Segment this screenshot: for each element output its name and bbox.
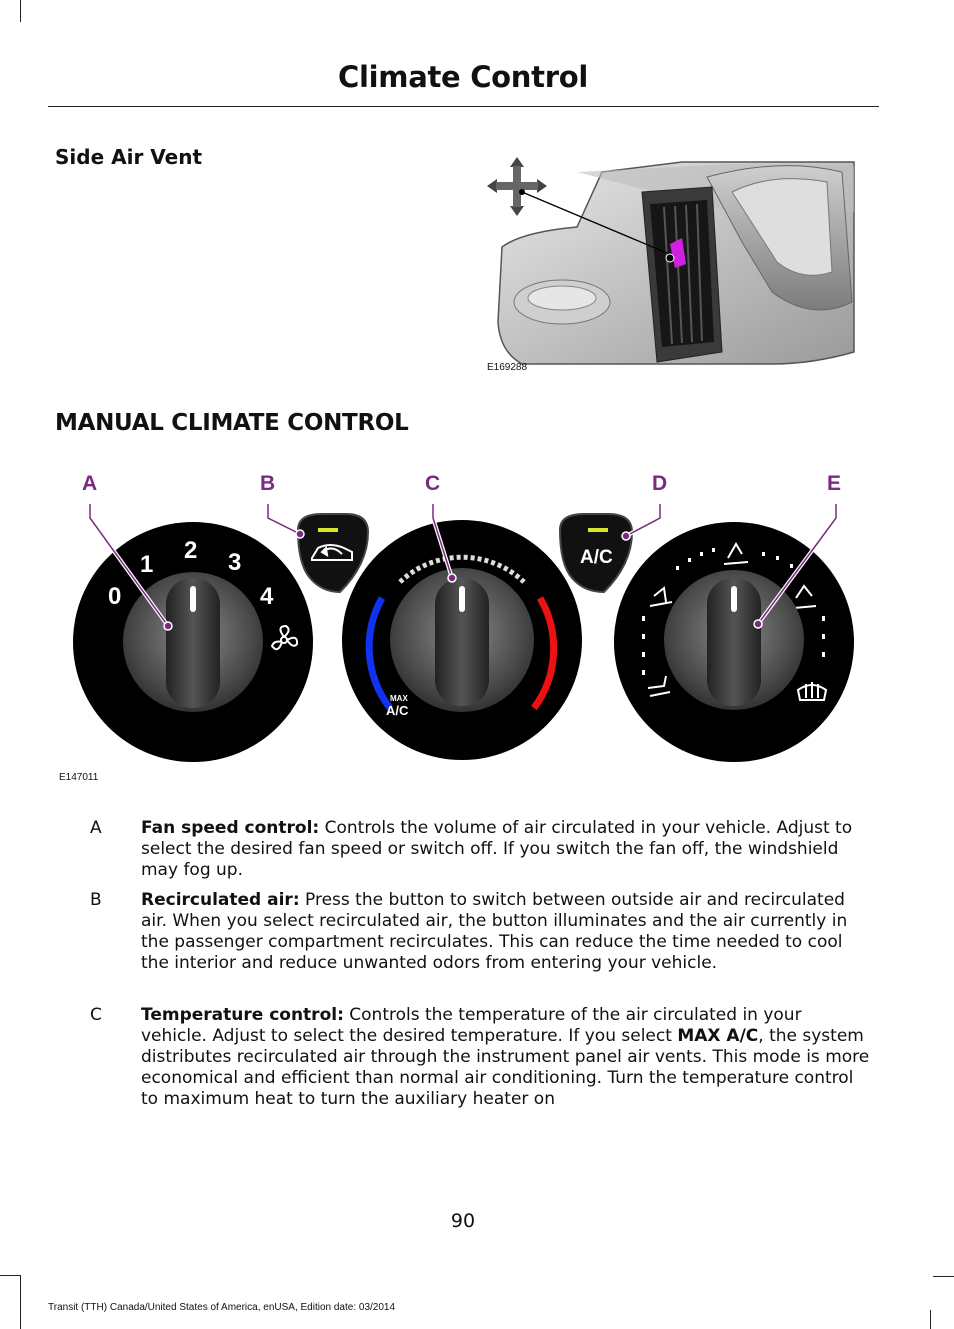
title-divider	[48, 106, 879, 107]
climate-control-panel-illustration	[60, 468, 870, 768]
knob-pointer	[190, 586, 196, 612]
crop-mark	[20, 0, 21, 22]
item-term: Recirculated air:	[141, 890, 300, 910]
item-term: Fan speed control:	[141, 818, 320, 838]
recirculated-air-button	[298, 514, 368, 592]
item-key: C	[90, 1005, 102, 1025]
footer-edition-text: Transit (TTH) Canada/United States of America, enUSA, Edition date: 03/2014	[48, 1302, 396, 1313]
callout-b: B	[260, 472, 276, 495]
max-ac-label: A/C	[386, 703, 409, 718]
crop-mark	[930, 1310, 931, 1329]
crop-mark	[933, 1276, 954, 1277]
max-label: MAX	[390, 694, 408, 703]
item-body	[141, 890, 871, 974]
item-text: , the system distributes recirculated air through the instrument panel air vents. This mode is more economical and efficient than normal air conditioning. Turn the temperature control to maximum heat to turn the auxiliary heater on	[141, 1026, 870, 1109]
side-air-vent-illustration	[482, 152, 862, 377]
callout-e: E	[827, 472, 842, 495]
indicator-light	[588, 528, 608, 532]
fan-speed-0: 0	[108, 583, 122, 610]
four-way-arrow-icon	[487, 157, 547, 216]
knob-pointer	[731, 586, 737, 612]
manual-climate-control-heading: MANUAL CLIMATE CONTROL	[55, 410, 409, 436]
side-air-vent-heading: Side Air Vent	[55, 145, 203, 169]
fan-speed-3: 3	[228, 549, 242, 576]
callout-a: A	[82, 472, 98, 495]
callout-c: C	[425, 472, 441, 495]
page-number: 90	[450, 1210, 476, 1232]
item-term: Temperature control:	[141, 1005, 344, 1025]
item-body	[141, 1005, 871, 1110]
item-text: Controls the volume of air circulated in your vehicle. Adjust to select the desired fan speed or switch off. If you switch the fan off, the windshield may fog up.	[141, 818, 853, 880]
ac-label: A/C	[580, 547, 613, 568]
item-emphasis: MAX A/C	[677, 1026, 759, 1046]
fan-speed-2: 2	[184, 537, 198, 564]
knob-pointer	[459, 586, 465, 612]
figure-code: E169288	[487, 362, 528, 373]
air-distribution-knob	[614, 522, 854, 762]
temperature-knob	[342, 520, 582, 760]
fan-speed-4: 4	[260, 583, 274, 610]
crop-mark	[20, 1275, 21, 1329]
indicator-light	[318, 528, 338, 532]
crop-mark	[0, 1275, 20, 1276]
page-title: Climate Control	[338, 60, 588, 94]
callout-d: D	[652, 472, 668, 495]
fan-speed-1: 1	[140, 551, 154, 578]
item-text: Press the button to switch between outside air and recirculated air. When you select recirculated air, the button illuminates and the air currently in the passenger compartment recirculates. This can reduce the time needed to cool the interior and reduce unwanted odors from entering your vehicle.	[141, 890, 848, 973]
item-key: B	[90, 890, 102, 910]
fan-speed-knob	[73, 522, 313, 762]
item-body	[141, 818, 871, 881]
item-key: A	[90, 818, 102, 838]
item-text: Controls the temperature of the air circulated in your vehicle. Adjust to select the desired temperature. If you select	[141, 1005, 802, 1046]
ac-button	[560, 514, 632, 592]
figure-code: E147011	[59, 772, 99, 783]
